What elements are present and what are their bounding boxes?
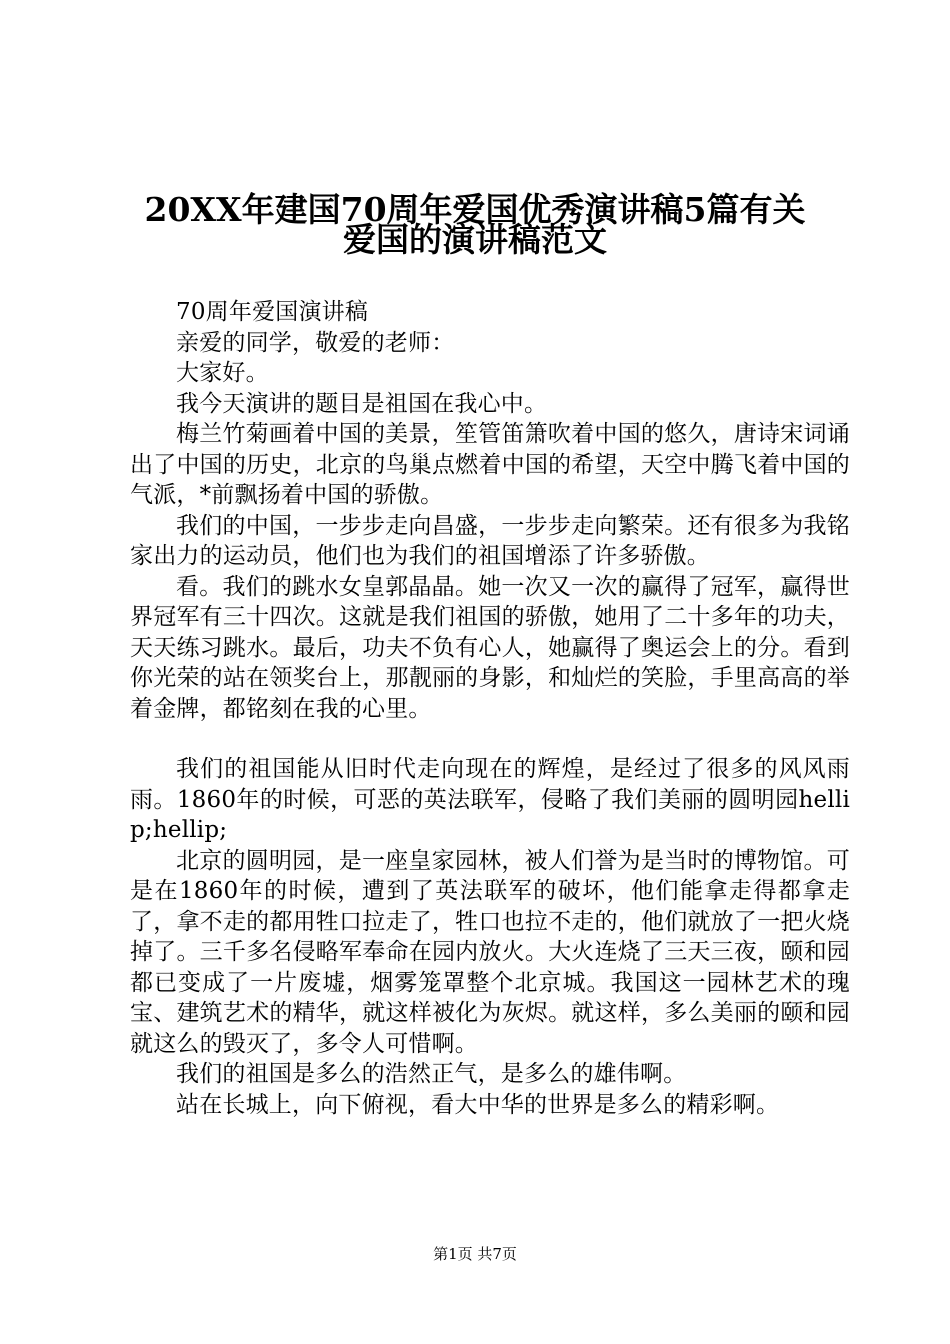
paragraph: 70周年爱国演讲稿 bbox=[176, 299, 369, 325]
document-body bbox=[130, 297, 850, 1120]
paragraph: 我们的祖国是多么的浩然正气，是多么的雄伟啊。 bbox=[176, 1061, 687, 1087]
paragraph: 亲爱的同学，敬爱的老师： bbox=[176, 329, 455, 356]
paragraph: 我们的中国，一步步走向昌盛，一步步走向繁荣。还有很多为我铭家出力的运动员，他们也为我们的祖国增添了许多骄傲。 bbox=[130, 512, 850, 569]
paragraph: 看。我们的跳水女皇郭晶晶。她一次又一次的赢得了冠军，赢得世界冠军有三十四次。这就是我们祖国的骄傲，她用了二十多年的功夫，天天练习跳水。最后，功夫不负有心人，她赢得了奥运会上的分。看到你光荣的站在领奖台上，那靓丽的身影，和灿烂的笑脸，手里高高的举着金牌，都铭刻在我的心里。 bbox=[130, 573, 850, 722]
page-number-footer: 第1页 共7页 bbox=[433, 1245, 517, 1263]
paragraph: 站在长城上，向下俯视，看大中华的世界是多么的精彩啊。 bbox=[176, 1091, 780, 1118]
document-title-line-1: 20XX年建国70周年爱国优秀演讲稿5篇有关 bbox=[144, 190, 806, 229]
document-title-line-2: 爱国的演讲稿范文 bbox=[343, 220, 607, 259]
paragraph: 我们的祖国能从旧时代走向现在的辉煌，是经过了很多的风风雨雨。1860年的时候，可恶的英法联军，侵略了我们美丽的圆明园hellip;hellip; bbox=[130, 756, 850, 843]
paragraph: 大家好。 bbox=[176, 360, 269, 386]
paragraph: 梅兰竹菊画着中国的美景，笙管笛箫吹着中国的悠久，唐诗宋词诵出了中国的历史，北京的鸟巢点燃着中国的希望，天空中腾飞着中国的气派，*前飘扬着中国的骄傲。 bbox=[130, 421, 850, 508]
paragraph: 北京的圆明园，是一座皇家园林，被人们誉为是当时的博物馆。可是在1860年的时候，遭到了英法联军的破坏，他们能拿走得都拿走了，拿不走的都用牲口拉走了，牲口也拉不走的，他们就放了一把火烧掉了。三千多名侵略军奉命在园内放火。大火连烧了三天三夜，颐和园都已变成了一片废墟，烟雾笼罩整个北京城。我国这一园林艺术的瑰宝、建筑艺术的精华，就这样被化为灰烬。就这样，多么美丽的颐和园就这么的毁灭了，多令人可惜啊。 bbox=[130, 847, 850, 1057]
paragraph: 我今天演讲的题目是祖国在我心中。 bbox=[176, 390, 548, 417]
